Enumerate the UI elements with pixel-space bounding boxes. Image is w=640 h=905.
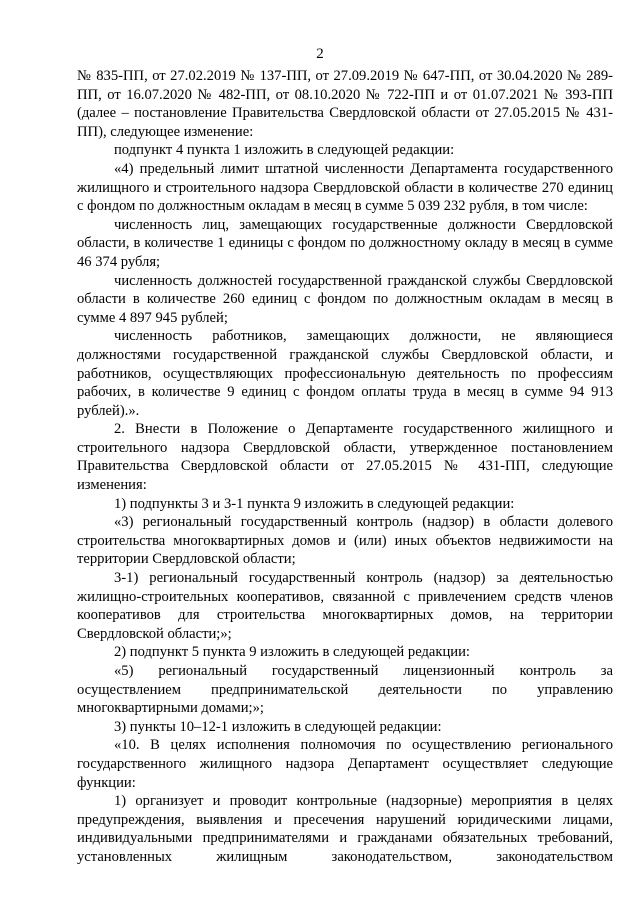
document-body — [77, 67, 613, 867]
paragraph-state-positions: численность лиц, замещающих государственные должности Свердловской области, в количестве 1 единицы с фондом по должностному окладу в месяц в сумме 46 374 рубля; — [77, 216, 613, 270]
paragraph-item-2: 2) подпункт 5 пункта 9 изложить в следующей редакции: — [114, 644, 470, 661]
paragraph-regulation-changes: 2. Внести в Положение о Департаменте государственного жилищного и строительного надзора Свердловской области, утвержденное постановлением Правительства Свердловской области от 27.05.2015 № 431-ПП, следующие изменения: — [77, 421, 613, 494]
paragraph-clause-10: «10. В целях исполнения полномочия по осуществлению регионального государственного жилищного надзора Департамент осуществляет следующие функции: — [77, 737, 613, 791]
paragraph-amendment-list: № 835-ПП, от 27.02.2019 № 137-ПП, от 27.09.2019 № 647-ПП, от 30.04.2020 № 289-ПП, от 16.07.2020 № 482-ПП, от 08.10.2020 № 722-ПП и от 01.07.2021 № 393-ПП (далее – постановление Правительства Свердловской области от 27.05.2015 № 431-ПП), следующее изменение: — [77, 68, 613, 140]
paragraph-civil-service: численность должностей государственной гражданской службы Свердловской области в количестве 260 единиц с фондом по должностным окладам в месяц в сумме 4 897 945 рублей; — [77, 272, 613, 326]
page-number: 2 — [316, 46, 324, 62]
paragraph-item-3: 3) пункты 10–12-1 изложить в следующей редакции: — [114, 718, 442, 735]
paragraph-staff-limit: «4) предельный лимит штатной численности Департамента государственного жилищного и строительного надзора Свердловской области в количестве 270 единиц с фондом по должностным окладам в месяц в сумме 5 039 232 рубля, в том числе: — [77, 160, 613, 215]
paragraph-item-1: 1) подпункты 3 и 3-1 пункта 9 изложить в следующей редакции: — [114, 495, 515, 512]
paragraph-subitem-3: «3) региональный государственный контроль (надзор) в области долевого строительства многоквартирных домов и (или) иных объектов недвижимости на территории Свердловской области; — [77, 514, 613, 568]
paragraph-subclause-4: подпункт 4 пункта 1 изложить в следующей редакции: — [114, 142, 455, 159]
paragraph-other-workers: численность работников, замещающих должности, не являющиеся должностями государственной гражданской службы Свердловской области, и работников, осуществляющих профессиональную деятельность по профессиям рабочих, в количестве 9 единиц с фондом оплаты труда в месяц в сумме 94 913 рублей).». — [77, 328, 613, 419]
paragraph-subitem-3-1: 3-1) региональный государственный контроль (надзор) за деятельностью жилищно-строительных кооперативов, связанной с привлечением средств членов кооперативов для строительства многоквартирных домов, на территории Свердловской области;»; — [77, 570, 613, 642]
paragraph-subitem-5: «5) региональный государственный лицензионный контроль за осуществлением предпринимательской деятельности по управлению многоквартирными домами;»; — [77, 663, 613, 717]
paragraph-function-1: 1) организует и проводит контрольные (надзорные) мероприятия в целях предупреждения, выявления и пресечения нарушений юридическими лицами, индивидуальными предпринимателями и гражданами обязательных требований, установленных жилищным законодательством, законодательством — [77, 793, 613, 865]
